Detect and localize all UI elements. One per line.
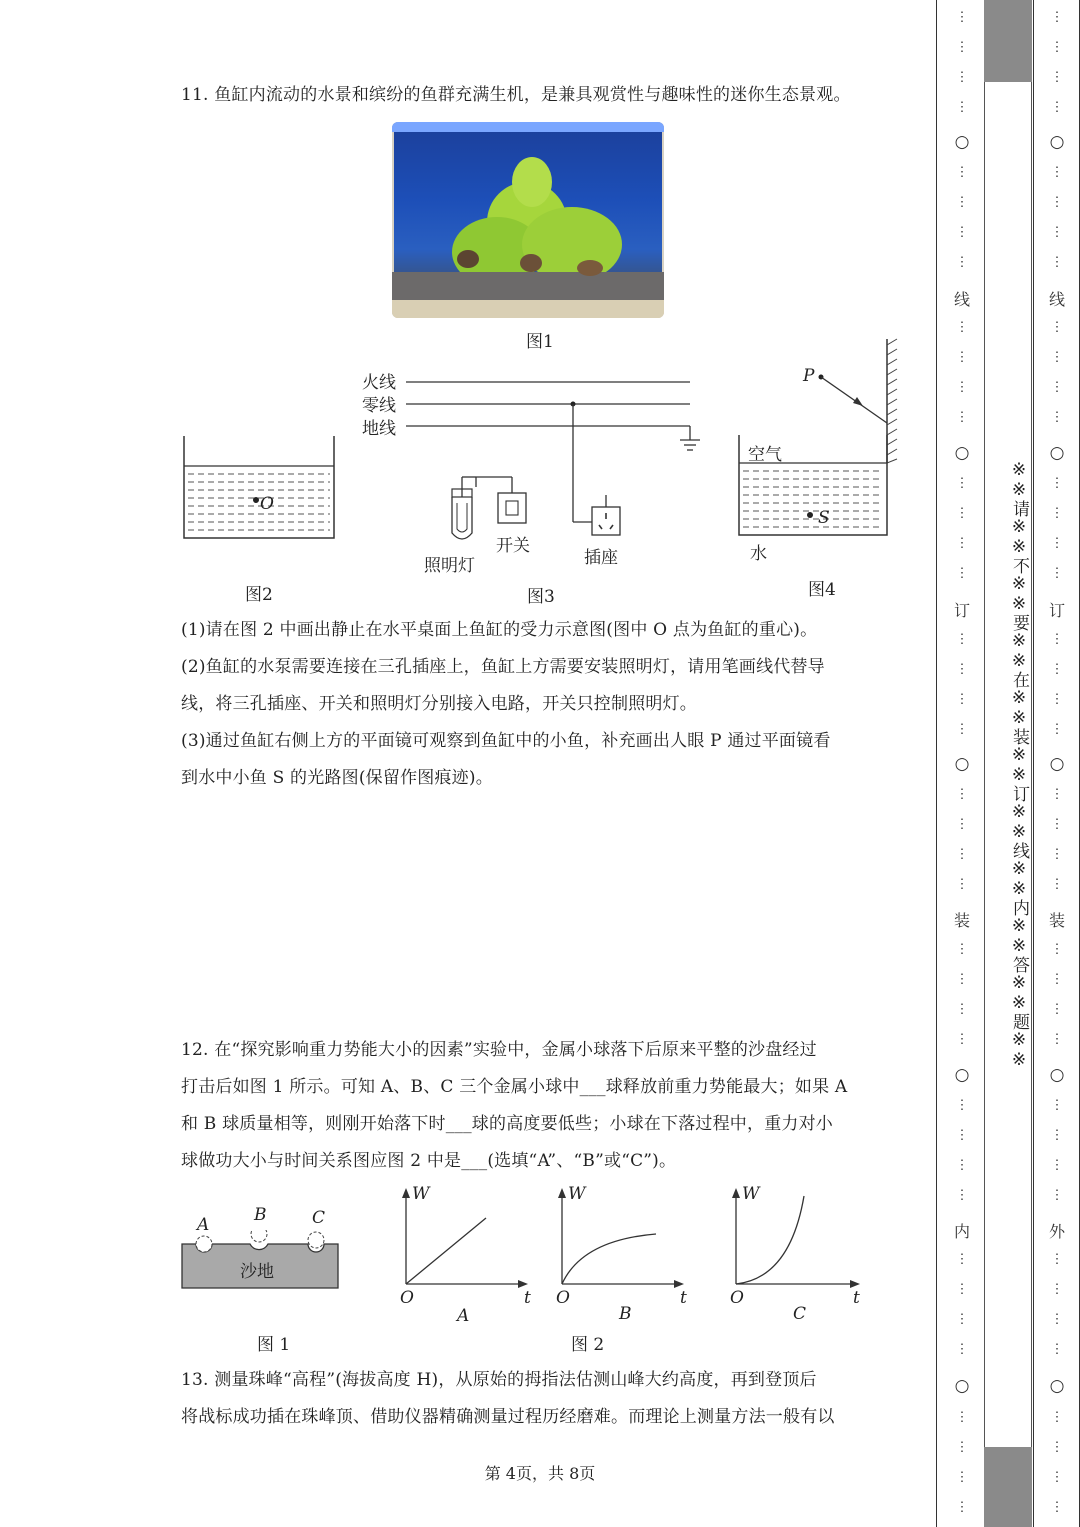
fig3-caption: 图3 [527, 587, 555, 607]
water-label: 水 [750, 544, 767, 564]
inner-word-nei: 内 [953, 1222, 970, 1241]
graph-a-y-label: W [412, 1184, 430, 1204]
fig2-tank-diagram [180, 432, 340, 547]
ball-label-a: A [197, 1215, 210, 1235]
q12-line3: 和 B 球质量相等，则刚开始落下时___球的高度要低些；小球在下落过程中，重力对小 [181, 1114, 833, 1134]
q11-intro: 11. 鱼缸内流动的水景和缤纷的鱼群充满生机，是兼具观赏性与趣味性的迷你生态景观。 [181, 85, 851, 105]
page-footer: 第 4页，共 8页 [484, 1464, 596, 1483]
fig4-caption: 图4 [808, 580, 836, 600]
inner-word-xian: 线 [953, 290, 970, 309]
graph-b-origin: O [556, 1288, 570, 1308]
binding-warning-note: ※※请※※不※※要※※在※※装※※订※※线※※内※※答※※题※※ [1009, 460, 1029, 1070]
eye-point-p: P [803, 366, 815, 386]
q13-line2: 将战标成功插在珠峰顶、借助仪器精确测量过程历经磨难。而理论上测量方法一般有以 [181, 1407, 835, 1427]
graph-a-origin: O [400, 1288, 414, 1308]
graph-a-x-label: t [524, 1288, 531, 1308]
sand-label: 沙地 [240, 1262, 274, 1282]
outer-word-zhuang: 装 [1048, 911, 1065, 930]
q12-fig1-caption: 图 1 [257, 1335, 291, 1355]
graph-b-name: B [619, 1304, 632, 1324]
binding-top-band [984, 0, 1032, 82]
q13-line1: 13. 测量珠峰“高程”(海拔高度 H)，从原始的拇指法估测山峰大约高度，再到登顶后 [181, 1370, 817, 1390]
inner-dotted-column: ⋮ ⋮ ⋮ ⋮ ○ ⋮ ⋮ ⋮ ⋮ 线 ⋮ ⋮ ⋮ ⋮ ○ ⋮ ⋮ ⋮ ⋮ 订 ⋮ ⋮ ⋮ ⋮ ○ ⋮ ⋮ ⋮ ⋮ 装 ⋮ ⋮ ⋮ ⋮ ○ ⋮ ⋮ ⋮ ⋮ 内 ⋮ ⋮ ⋮ ⋮ ○ ⋮ ⋮ ⋮ ⋮ [953, 10, 970, 1515]
fig2-caption: 图2 [245, 585, 273, 605]
graph-b-x-label: t [680, 1288, 687, 1308]
graph-c-name: C [793, 1304, 807, 1324]
live-wire-label: 火线 [362, 373, 396, 393]
lamp-label: 照明灯 [424, 556, 475, 576]
graph-c-y-label: W [742, 1184, 760, 1204]
q12-line4: 球做功大小与时间关系图应图 2 中是___(选填“A”、“B”或“C”)。 [181, 1151, 677, 1171]
outer-word-ding: 订 [1048, 601, 1065, 620]
aquarium-photo [392, 122, 664, 318]
fig3-circuit-diagram [400, 365, 710, 545]
switch-label: 开关 [496, 536, 530, 556]
inner-word-zhuang: 装 [953, 911, 970, 930]
graph-c-origin: O [730, 1288, 744, 1308]
fig1-caption: 图1 [526, 332, 554, 352]
q12-line2: 打击后如图 1 所示。可知 A、B、C 三个金属小球中___球释放前重力势能最大；如果 A [181, 1077, 848, 1097]
outer-word-xian: 线 [1048, 290, 1065, 309]
graph-c-x-label: t [853, 1288, 860, 1308]
neutral-wire-label: 零线 [362, 396, 396, 416]
fig2-point-o: O [260, 494, 274, 514]
q11-part3-line1: (3)通过鱼缸右侧上方的平面镜可观察到鱼缸中的小鱼，补充画出人眼 P 通过平面镜看 [181, 731, 831, 751]
q12-line1: 12. 在“探究影响重力势能大小的因素”实验中，金属小球落下后原来平整的沙盘经过 [181, 1040, 817, 1060]
q11-part2-line2: 线，将三孔插座、开关和照明灯分别接入电路，开关只控制照明灯。 [181, 694, 697, 714]
outer-dotted-column: ⋮ ⋮ ⋮ ⋮ ○ ⋮ ⋮ ⋮ ⋮ 线 ⋮ ⋮ ⋮ ⋮ ○ ⋮ ⋮ ⋮ ⋮ 订 ⋮ ⋮ ⋮ ⋮ ○ ⋮ ⋮ ⋮ ⋮ 装 ⋮ ⋮ ⋮ ⋮ ○ ⋮ ⋮ ⋮ ⋮ 外 ⋮ ⋮ ⋮ ⋮ ○ ⋮ ⋮ ⋮ ⋮ [1048, 10, 1065, 1515]
ball-label-c: C [312, 1208, 326, 1228]
graph-a-name: A [457, 1306, 470, 1326]
binding-bottom-band [984, 1447, 1032, 1527]
q11-part1: (1)请在图 2 中画出静止在水平桌面上鱼缸的受力示意图(图中 O 点为鱼缸的重心)。 [181, 620, 818, 640]
ground-wire-label: 地线 [362, 419, 396, 439]
q11-part3-line2: 到水中小鱼 S 的光路图(保留作图痕迹)。 [181, 768, 493, 788]
outer-word-wai: 外 [1048, 1222, 1065, 1241]
inner-word-ding: 订 [953, 601, 970, 620]
q11-part2-line1: (2)鱼缸的水泵需要连接在三孔插座上，鱼缸上方需要安装照明灯，请用笔画线代替导 [181, 657, 825, 677]
ball-label-b: B [254, 1205, 267, 1225]
graph-b-y-label: W [568, 1184, 586, 1204]
air-label: 空气 [748, 445, 782, 465]
q12-fig2-caption: 图 2 [571, 1335, 605, 1355]
fish-point-s: S [818, 508, 830, 528]
socket-label: 插座 [584, 548, 618, 568]
